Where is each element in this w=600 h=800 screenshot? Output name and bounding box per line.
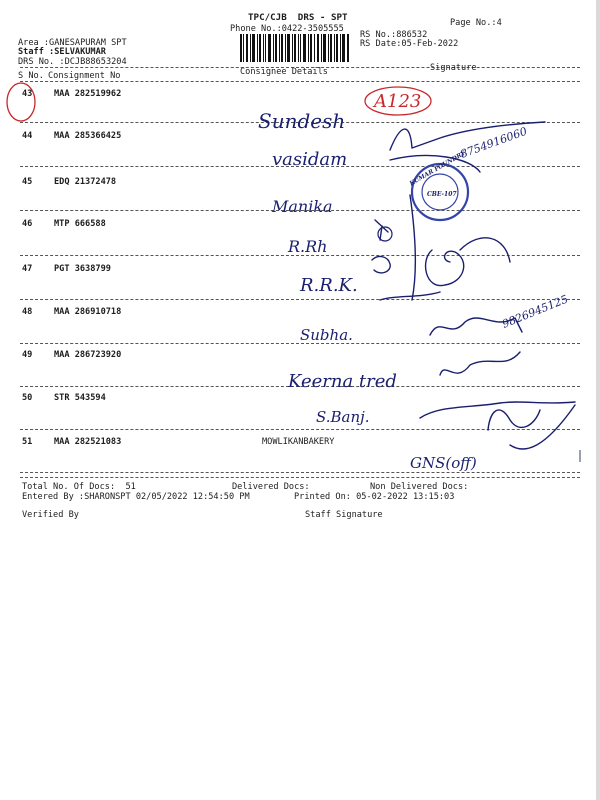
- circled-one: [378, 227, 392, 241]
- scribble-row-50b: [488, 410, 540, 430]
- phone-number: Phone No.:0422-3505555: [230, 24, 344, 34]
- scribble-row-44: [390, 122, 545, 150]
- row-sno: 46: [22, 219, 33, 229]
- signature-row-44: vasidam: [272, 149, 348, 170]
- row-divider: [20, 122, 580, 123]
- row-divider: [20, 299, 580, 300]
- row-consignment: MAA 282521083: [54, 437, 122, 447]
- red-note-circle: [365, 87, 431, 115]
- row-sno: 48: [22, 307, 33, 317]
- page-number: Page No.:4: [450, 18, 502, 28]
- row-consignment: MTP 666588: [54, 219, 106, 229]
- signature-row-48: Subha.: [300, 326, 353, 344]
- row-divider: [20, 210, 580, 211]
- row-sno: 49: [22, 350, 33, 360]
- circled-mark: [372, 257, 390, 273]
- footer-rule: [20, 477, 580, 478]
- row-sno: 43: [22, 89, 33, 99]
- row-sno: 44: [22, 131, 33, 141]
- handwritten-phone-b: 9826945125: [500, 292, 571, 331]
- row-divider: [20, 166, 580, 167]
- row-consignment: MAA 282519962: [54, 89, 122, 99]
- signature-row-47: R.R.K.: [300, 275, 358, 296]
- row-sno: 45: [22, 177, 33, 187]
- staff-signature-label: Staff Signature: [305, 510, 383, 520]
- entered-by: Entered By :SHARONSPT 02/05/2022 12:54:50 PM: [22, 492, 250, 502]
- row-divider: [20, 343, 580, 344]
- scribble-row-48: [430, 318, 522, 335]
- col-sno: S No.: [18, 71, 44, 81]
- row-consignment: PGT 3638799: [54, 264, 111, 274]
- sheet-title: TPC/CJB DRS - SPT: [248, 12, 348, 23]
- barcode: [240, 34, 350, 62]
- rs-date: RS Date:05-Feb-2022: [360, 39, 459, 49]
- signature-row-51: GNS(off): [410, 454, 477, 472]
- scribble-row-46: [460, 238, 510, 262]
- column-rule: [20, 81, 580, 82]
- signature-row-46: R.Rh: [288, 237, 328, 256]
- staff-field: Staff :SELVAKUMAR: [18, 47, 106, 57]
- printed-on: Printed On: 05-02-2022 13:15:03: [294, 492, 455, 502]
- row-sno: 47: [22, 264, 33, 274]
- scribble-row-51: [510, 405, 575, 449]
- row-consignment: EDQ 21372478: [54, 177, 117, 187]
- scan-edge: [596, 0, 600, 800]
- scribble-row-49: [440, 352, 520, 375]
- col-consignment: Consignment No: [48, 71, 121, 81]
- signature-row-45: Manika: [272, 197, 333, 216]
- col-consignee: Consignee Details: [240, 67, 328, 77]
- stamp-text-mid: CBE-107: [427, 191, 457, 198]
- scribble-row-44b: [390, 156, 480, 172]
- row-consignment: MAA 286723920: [54, 350, 122, 360]
- row-consignment: STR 543594: [54, 393, 106, 403]
- delivered-docs: Delivered Docs:: [232, 482, 310, 492]
- row-sno: 51: [22, 437, 33, 447]
- area-field: Area :GANESAPURAM SPT: [18, 38, 127, 48]
- row-consignment: MAA 285366425: [54, 131, 122, 141]
- stamp-inner-ring: [422, 174, 458, 210]
- signature-row-49: Keerna tred: [288, 371, 397, 392]
- signature-row-50: S.Banj.: [316, 408, 370, 426]
- drs-number: DRS No. :DCJB88653204: [18, 57, 127, 67]
- stamp-outer-ring: [412, 164, 468, 220]
- row-consignment: MAA 286910718: [54, 307, 122, 317]
- row-divider: [20, 386, 580, 387]
- scan-mark: [579, 450, 581, 462]
- red-note: A123: [374, 91, 422, 112]
- row-divider: [20, 429, 580, 430]
- scribble-row-50: [420, 402, 575, 418]
- row-divider: [20, 255, 580, 256]
- non-delivered-docs: Non Delivered Docs:: [370, 482, 469, 492]
- signature-row-43: Sundesh: [258, 109, 346, 133]
- col-signature: Signature: [430, 63, 477, 73]
- stamp-text-top: KUMAR FOUNDRY: [408, 149, 467, 188]
- tick-mark: [375, 220, 388, 240]
- verified-by-label: Verified By: [22, 510, 79, 520]
- row-sno: 50: [22, 393, 33, 403]
- row-consignee: MOWLIKANBAKERY: [262, 437, 335, 447]
- handwritten-phone-a: 8754916060: [458, 124, 529, 161]
- total-docs: Total No. Of Docs: 51: [22, 482, 136, 492]
- rs-number: RS No.:886532: [360, 30, 428, 40]
- row-divider: [20, 472, 580, 473]
